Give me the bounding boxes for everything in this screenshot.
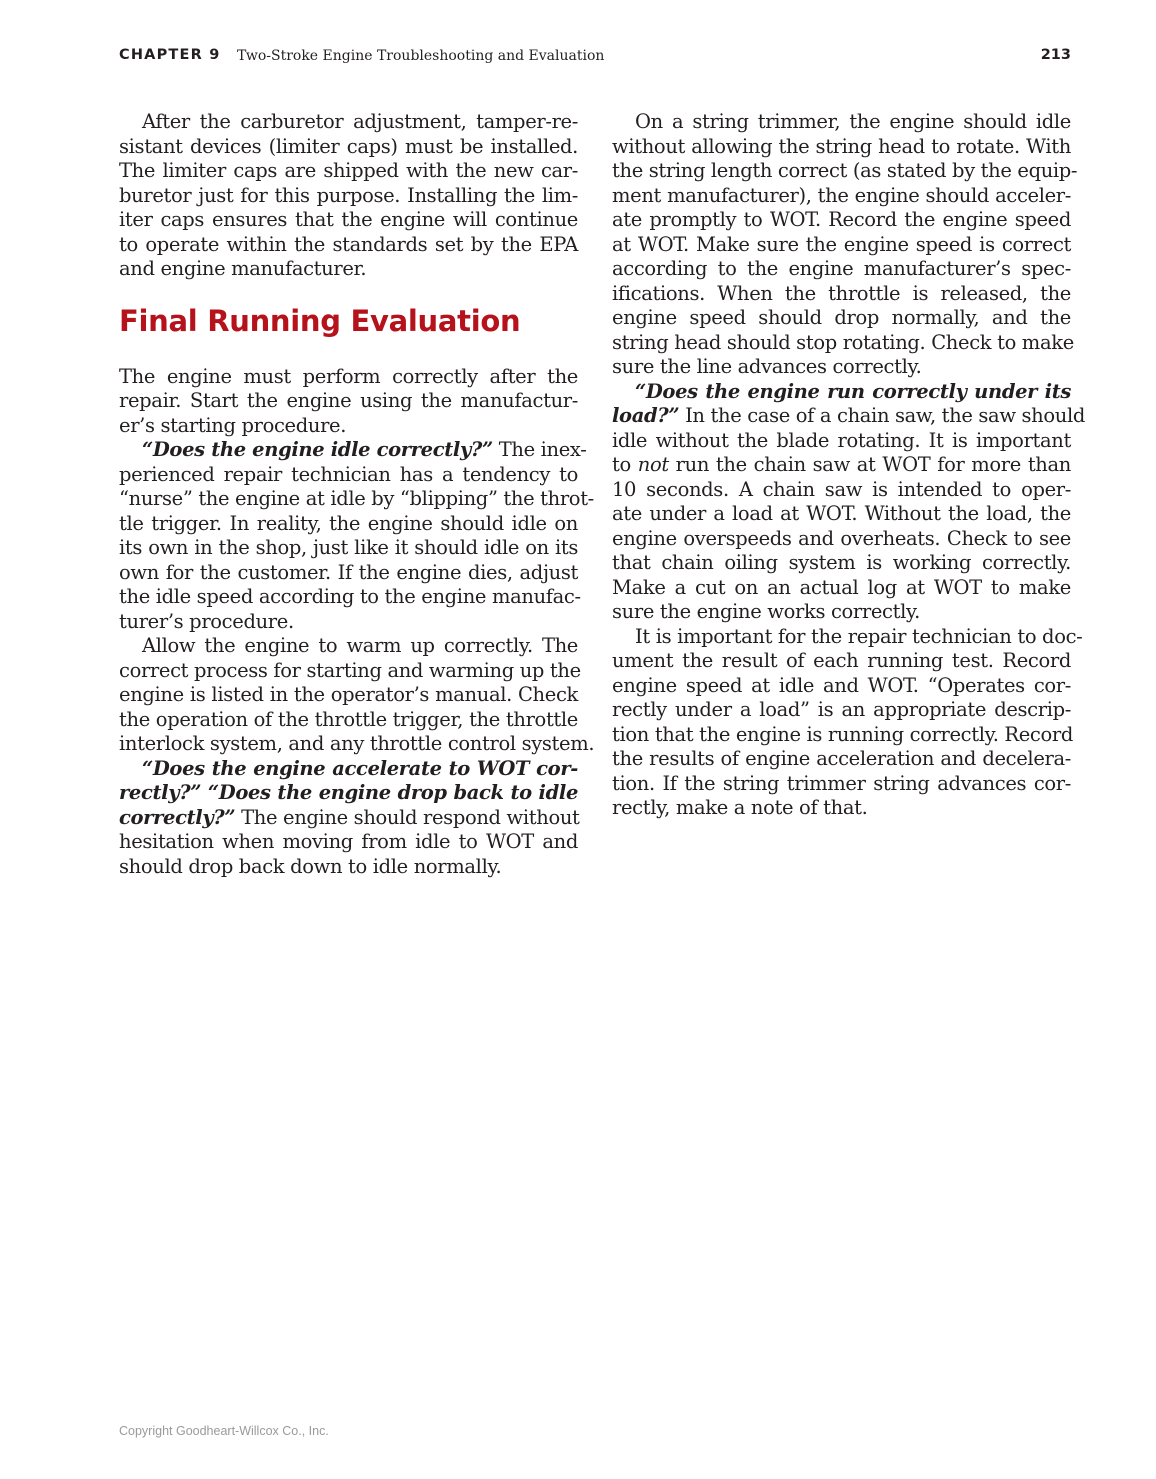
text-line: engine speed at idle and WOT. “Operates cor-	[612, 673, 1071, 697]
text-line: sure the line advances correctly.	[612, 355, 922, 378]
text-line: After the carburetor adjustment, tamper-re-	[142, 110, 578, 133]
text-line	[612, 404, 1085, 429]
text-line: at WOT. Make sure the engine speed is correct	[612, 232, 1071, 256]
text-line: “nurse” the engine at idle by “blipping” the throt-	[119, 487, 594, 511]
text-line: sure the engine works correctly.	[612, 600, 920, 623]
text-line: tion. If the string trimmer string advances cor-	[612, 771, 1071, 795]
left-column	[119, 110, 595, 879]
text-line: sistant devices (limiter caps) must be installed.	[119, 134, 578, 158]
text-run: In the case of a chain saw, the saw should	[679, 404, 1085, 427]
text-line: tle trigger. In reality, the engine should idle on	[119, 511, 578, 535]
copyright-notice: Copyright Goodheart-Willcox Co., Inc.	[119, 1424, 329, 1438]
text-line: engine overspeeds and overheats. Check to see	[612, 526, 1071, 550]
text-line: perienced repair technician has a tendency to	[119, 462, 578, 486]
text-line: er’s starting procedure.	[119, 413, 347, 437]
text-line: and engine manufacturer.	[119, 257, 367, 280]
paragraph-warm-up	[119, 634, 595, 757]
run-in-question: “Does the engine idle correctly?”	[142, 438, 493, 462]
run-in-question: load?”	[612, 404, 680, 427]
paragraph-limiter-caps	[119, 110, 578, 282]
text-line: idle without the blade rotating. It is important	[612, 428, 1071, 452]
text-line: ument the result of each running test. Record	[612, 649, 1071, 672]
text-line: own for the customer. If the engine dies, adjust	[119, 560, 578, 584]
text-line: engine speed should drop normally, and the	[612, 306, 1071, 329]
text-line: Allow the engine to warm up correctly. The	[142, 634, 578, 658]
run-in-question: rectly?” “Does the engine drop back to idle	[119, 781, 578, 805]
paragraph-under-load	[612, 379, 1085, 625]
text-line: without allowing the string head to rotate. With	[612, 134, 1071, 158]
running-head	[119, 47, 1071, 67]
text-run: run the chain saw at WOT for more than	[668, 453, 1071, 476]
text-line: the string length correct (as stated by the equip-	[612, 159, 1078, 182]
text-line: the idle speed according to the engine manufac-	[119, 585, 581, 609]
text-line	[612, 453, 1071, 478]
text-line: ment manufacturer), the engine should acceler-	[612, 183, 1071, 207]
paragraph-string-trimmer	[612, 110, 1078, 380]
text-line: repair. Start the engine using the manufactur-	[119, 389, 578, 413]
text-line: On a string trimmer, the engine should idle	[635, 110, 1071, 133]
text-line: interlock system, and any throttle control system.	[119, 732, 595, 756]
text-line: its own in the shop, just like it should idle on its	[119, 536, 578, 560]
text-line: hesitation when moving from idle to WOT and	[119, 830, 578, 854]
run-in-question: “Does the engine run correctly under its	[635, 379, 1071, 403]
paragraph-document-results	[612, 624, 1083, 821]
text-line: that chain oiling system is working correctly.	[612, 551, 1071, 574]
text-line: correct process for starting and warming up the	[119, 658, 581, 682]
text-run: to	[612, 453, 638, 476]
text-line: The limiter caps are shipped with the new car-	[119, 159, 578, 182]
text-line: rectly, make a note of that.	[612, 796, 868, 819]
emphasis: not	[637, 453, 669, 476]
right-column	[612, 110, 1085, 821]
text-run: The engine should respond without	[235, 805, 580, 829]
text-line: to operate within the standards set by the EPA	[119, 232, 578, 256]
section-heading: Final Running Evaluation	[119, 303, 521, 338]
text-line: It is important for the repair technician to doc-	[635, 624, 1083, 648]
text-line: the operation of the throttle trigger, the throttle	[119, 707, 578, 731]
text-line: ate promptly to WOT. Record the engine speed	[612, 208, 1071, 231]
text-line: ate under a load at WOT. Without the load, the	[612, 502, 1071, 525]
text-line: string head should stop rotating. Check to make	[612, 330, 1074, 354]
run-in-question: “Does the engine accelerate to WOT cor-	[142, 756, 578, 780]
text-run: The inex-	[492, 438, 587, 462]
paragraph-idle	[119, 438, 594, 634]
page-number: 213	[1040, 47, 1071, 63]
text-line: The engine must perform correctly after the	[119, 364, 578, 388]
text-line: the results of engine acceleration and decelera-	[612, 747, 1071, 770]
text-line: according to the engine manufacturer’s spec-	[612, 257, 1071, 280]
run-in-question: correctly?”	[119, 805, 236, 829]
text-line: tion that the engine is running correctly. Record	[612, 722, 1073, 746]
text-line: turer’s procedure.	[119, 609, 294, 633]
chapter-title: Two-Stroke Engine Troubleshooting and Evaluation	[237, 48, 605, 64]
text-line: engine is listed in the operator’s manual. Check	[119, 683, 578, 707]
chapter-label: CHAPTER 9	[119, 47, 221, 63]
paragraph-accelerate	[119, 757, 578, 880]
text-line: Make a cut on an actual log at WOT to make	[612, 575, 1071, 599]
text-line	[119, 438, 587, 463]
text-line: should drop back down to idle normally.	[119, 854, 502, 878]
text-line: ifications. When the throttle is released, the	[612, 281, 1071, 305]
text-line: rectly under a load” is an appropriate descrip-	[612, 698, 1071, 721]
text-line: buretor just for this purpose. Installing the lim-	[119, 183, 578, 207]
paragraph-intro	[119, 365, 578, 439]
text-line: 10 seconds. A chain saw is intended to oper-	[612, 477, 1071, 501]
text-line: iter caps ensures that the engine will continue	[119, 208, 578, 231]
text-line	[119, 806, 578, 831]
